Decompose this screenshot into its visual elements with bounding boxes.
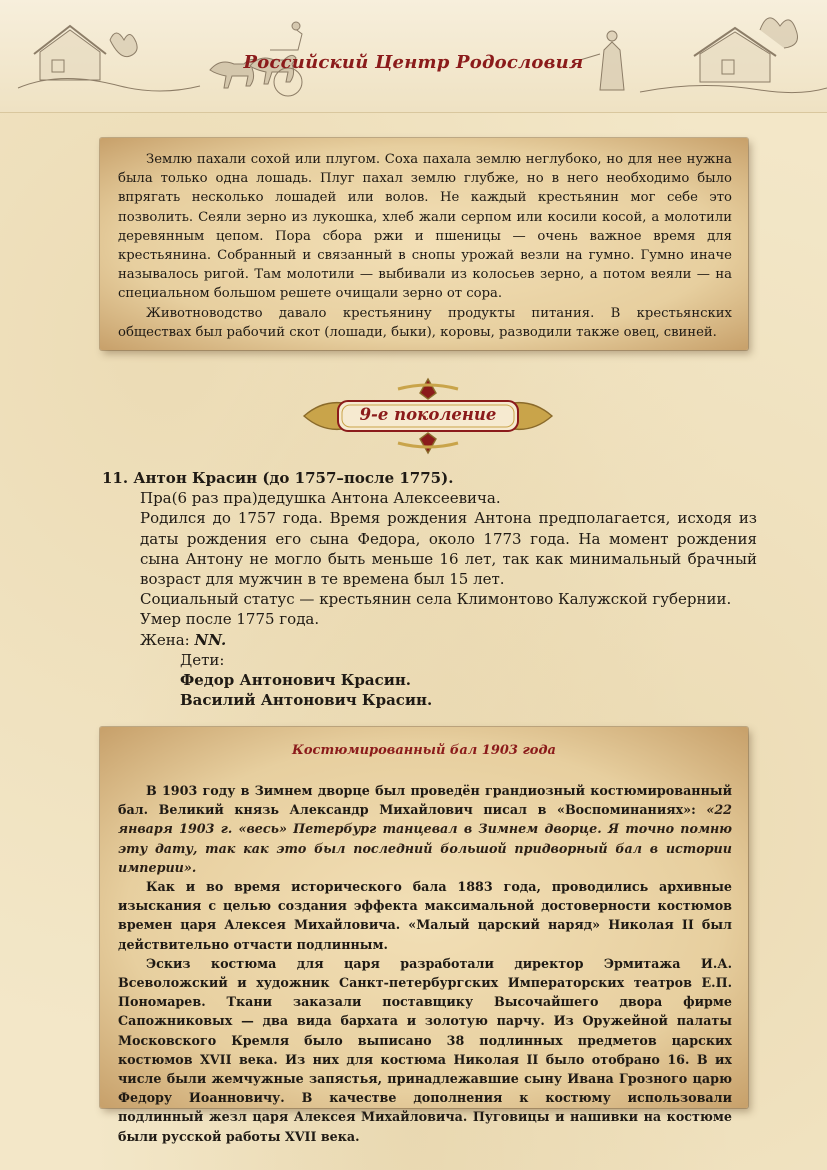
person-heading: 11. Антон Красин (до 1757–после 1775). (102, 469, 454, 487)
children-label: Дети: (180, 650, 225, 669)
paragraph: Животноводство давало крестьянину продукты питания. В крестьянских обществах был рабочий скот (лошади, быки), коровы, разводили также овец, свиней. (118, 305, 732, 340)
page-header (0, 0, 827, 113)
person-wife (140, 630, 757, 650)
person-death: Умер после 1775 года. (140, 610, 320, 629)
memoir-quote: «22 января 1903 г. «весь» Петербург танцевал в Зимнем дворце. Я точно помню эту дату, так как это был последний большой придворный бал в истории империи». (118, 802, 732, 875)
child-item: Василий Антонович Красин. (180, 691, 433, 710)
person-entry (102, 468, 757, 710)
info-box-costume-ball (100, 727, 748, 1144)
person-status: Социальный статус — крестьянин села Климонтово Калужской губернии. (140, 590, 732, 609)
info-box-title: Костюмированный бал 1903 года (292, 743, 556, 758)
generation-label: 9-е поколение (359, 405, 497, 424)
paragraph: Эскиз костюма для царя разработали директор Эрмитажа И.А. Всеволожский и художник Санкт-петербургских Императорских театров Е.П. Пономарев. Ткани заказали поставщику Высочайшего двора фирме Сапожниковых — два вида бархата и золотую парчу. Из Оружейной палаты Московского Кремля было выписано 38 подлинных предметов царских костюмов XVII века. Из них для костюма Николая II было отобрано 16. В их числе были жемчужные запястья, принадлежавшие сыну Ивана Грозного царю Федору Иоанновичу. В качестве дополнения к костюму использовали подлинный жезл царя Алексея Михайловича. Пуговицы и нашивки на костюме были русской работы XVII века. (118, 955, 732, 1144)
info-box-text (118, 150, 732, 342)
paragraph: Землю пахали сохой или плугом. Соха пахала землю неглубоко, но для нее нужна была только одна лошадь. Плуг пахал землю глубже, но в него необходимо было впрягать несколько лошадей или волов. Не каждый крестьянин мог себе это позволить. Сеяли зерно из лукошка, хлеб жали серпом или косили косой, а молотили деревянным цепом. Пора сбора ржи и пшеницы — очень важное время для крестьянина. Собранный и связанный в снопы урожай везли на гумно. Гумно иначе называлось ригой. Там молотили — выбивали из колосьев зерно, а потом веяли — на специальном большом решете очищали зерно от сора. (118, 152, 732, 302)
person-relation: Пра(6 раз пра)дедушка Антона Алексеевича. (140, 489, 501, 508)
paragraph: Как и во время исторического бала 1883 года, проводились архивные изыскания с целью создания эффекта максимальной достоверности костюмов времен царя Алексея Михайловича. «Малый царский наряд» Николая II был действительно отчасти подлинным. (118, 879, 732, 952)
children-list (160, 650, 757, 711)
paragraph-text: В 1903 году в Зимнем дворце был проведён грандиозный костюмированный бал. Великий князь Александр Михайлович писал в «Воспоминаниях»: (118, 783, 732, 818)
generation-badge (298, 377, 558, 455)
wife-label: Жена: (140, 630, 195, 649)
info-box-agriculture (100, 138, 748, 350)
info-box-text (118, 781, 732, 1146)
child-item: Федор Антонович Красин. (180, 671, 412, 690)
site-title[interactable]: Российский Центр Родословия (243, 52, 584, 73)
wife-name: NN. (194, 630, 227, 649)
person-birth: Родился до 1757 года. Время рождения Антона предполагается, исходя из даты рождения его сына Федора, около 1773 года. На момент рождения сына Антону не могло быть меньше 16 лет, так как минимальный брачный возраст для мужчин в те времена был 15 лет. (140, 509, 757, 589)
paragraph (118, 781, 732, 877)
